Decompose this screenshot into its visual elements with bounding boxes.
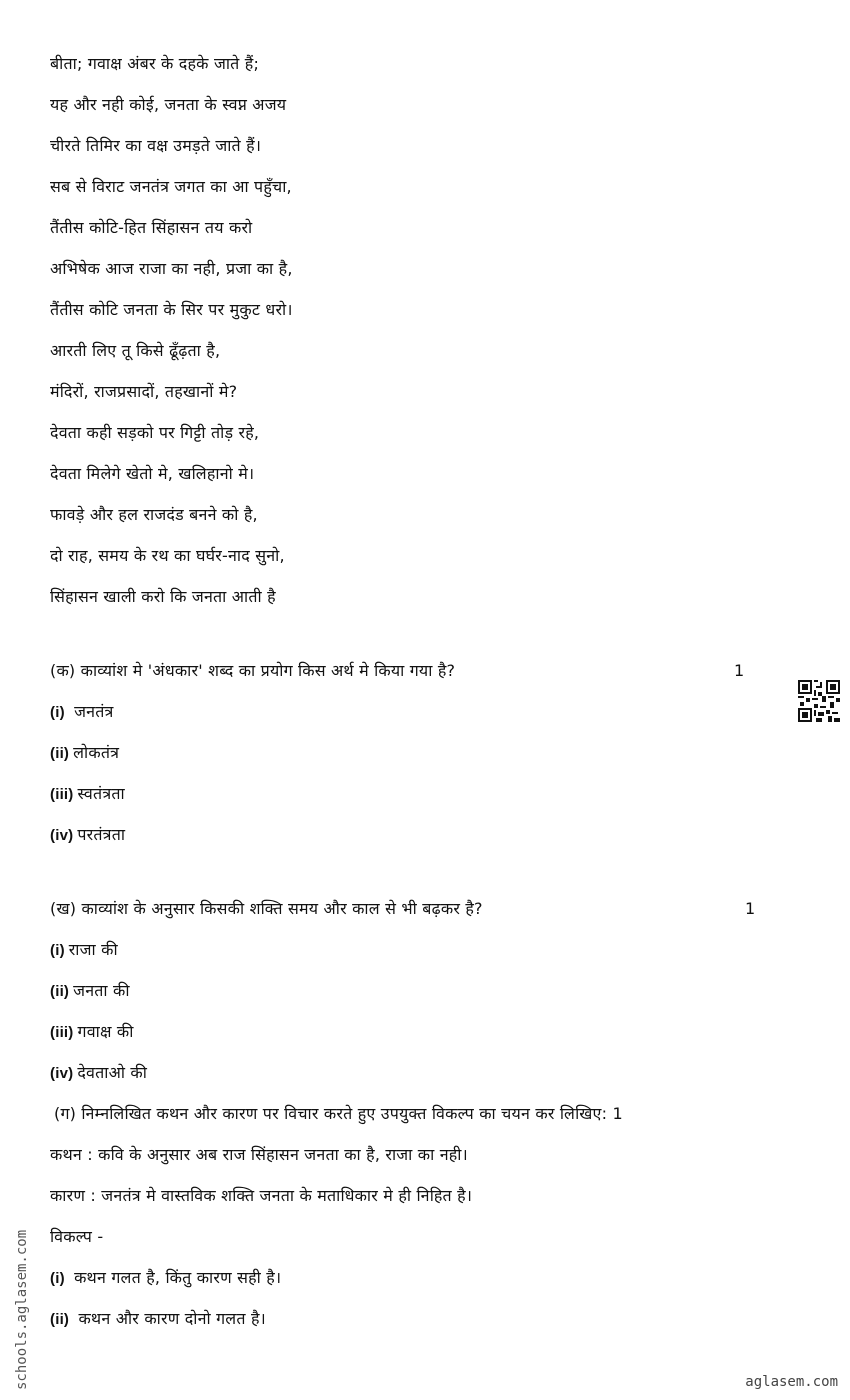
option-number: (ii) <box>50 983 70 1000</box>
poem-line: अभिषेक आज राजा का नही, प्रजा का है, <box>50 259 293 278</box>
option-text: कथन और कारण दोनो गलत है। <box>78 1309 266 1328</box>
option-ka-4 <box>50 825 125 846</box>
option-number: (ii) <box>50 745 70 762</box>
question-kha-marks: 1 <box>745 899 756 918</box>
question-ka-marks: 1 <box>734 661 745 680</box>
option-number: (iv) <box>50 827 74 844</box>
option-number: (iii) <box>50 786 74 803</box>
option-number: (i) <box>50 942 65 959</box>
option-kha-2 <box>50 981 130 1002</box>
option-text: स्वतंत्रता <box>77 784 125 803</box>
option-ka-2 <box>50 743 119 764</box>
question-ga <box>54 1104 623 1124</box>
poem-line: यह और नही कोई, जनता के स्वप्न अजय <box>50 95 287 114</box>
poem-line: आरती लिए तू किसे ढूँढ़ता है, <box>50 341 221 360</box>
option-kha-1 <box>50 940 118 961</box>
options-label: विकल्प - <box>50 1227 104 1246</box>
poem-line: बीता; गवाक्ष अंबर के दहके जाते हैं; <box>50 54 260 73</box>
poem-line: दो राह, समय के रथ का घर्घर-नाद सुनो, <box>50 546 285 565</box>
option-text: लोकतंत्र <box>73 743 120 762</box>
qr-code-icon <box>798 680 840 722</box>
option-ga-1 <box>50 1268 281 1289</box>
poem-line: चीरते तिमिर का वक्ष उमड़ते जाते हैं। <box>50 136 262 155</box>
option-number: (ii) <box>50 1311 70 1328</box>
question-ka: (क) काव्यांश मे 'अंधकार' शब्द का प्रयोग किस अर्थ मे किया गया है? <box>50 661 456 680</box>
poem-line: मंदिरों, राजप्रसादों, तहखानों मे? <box>50 382 238 401</box>
option-text: राजा की <box>68 940 118 959</box>
option-ka-3 <box>50 784 125 805</box>
reason: कारण : जनतंत्र मे वास्तविक शक्ति जनता के मताधिकार मे ही निहित है। <box>50 1186 473 1205</box>
option-text: जनता की <box>73 981 130 1000</box>
option-kha-4 <box>50 1063 147 1084</box>
option-kha-3 <box>50 1022 134 1043</box>
poem-line: सिंहासन खाली करो कि जनता आती है <box>50 587 276 606</box>
option-number: (i) <box>50 704 65 721</box>
poem-line: देवता मिलेगे खेतो मे, खलिहानो मे। <box>50 464 255 483</box>
poem-line: तैंतीस कोटि-हित सिंहासन तय करो <box>50 218 253 237</box>
option-ka-1 <box>50 702 114 723</box>
question-ga-text: (ग) निम्नलिखित कथन और कारण पर विचार करते हुए उपयुक्त विकल्प का चयन कर लिखिए: <box>54 1104 608 1123</box>
poem-line: देवता कही सड़को पर गिट्टी तोड़ रहे, <box>50 423 260 442</box>
option-text: देवताओ की <box>77 1063 148 1082</box>
question-kha: (ख) काव्यांश के अनुसार किसकी शक्ति समय और काल से भी बढ़कर है? <box>50 899 483 918</box>
option-number: (iii) <box>50 1024 74 1041</box>
poem-line: फावड़े और हल राजदंड बनने को है, <box>50 505 258 524</box>
poem-line: सब से विराट जनतंत्र जगत का आ पहुँचा, <box>50 177 292 196</box>
statement: कथन : कवि के अनुसार अब राज सिंहासन जनता का है, राजा का नही। <box>50 1145 468 1164</box>
poem-line: तैंतीस कोटि जनता के सिर पर मुकुट धरो। <box>50 300 293 319</box>
option-text: कथन गलत है, किंतु कारण सही है। <box>74 1268 282 1287</box>
option-number: (i) <box>50 1270 65 1287</box>
option-text: गवाक्ष की <box>77 1022 134 1041</box>
option-text: परतंत्रता <box>77 825 126 844</box>
side-watermark: schools.aglasem.com <box>14 1229 30 1390</box>
option-number: (iv) <box>50 1065 74 1082</box>
option-text: जनतंत्र <box>74 702 114 721</box>
footer-watermark: aglasem.com <box>745 1374 838 1390</box>
question-ga-marks: 1 <box>612 1104 623 1123</box>
option-ga-2 <box>50 1309 266 1330</box>
